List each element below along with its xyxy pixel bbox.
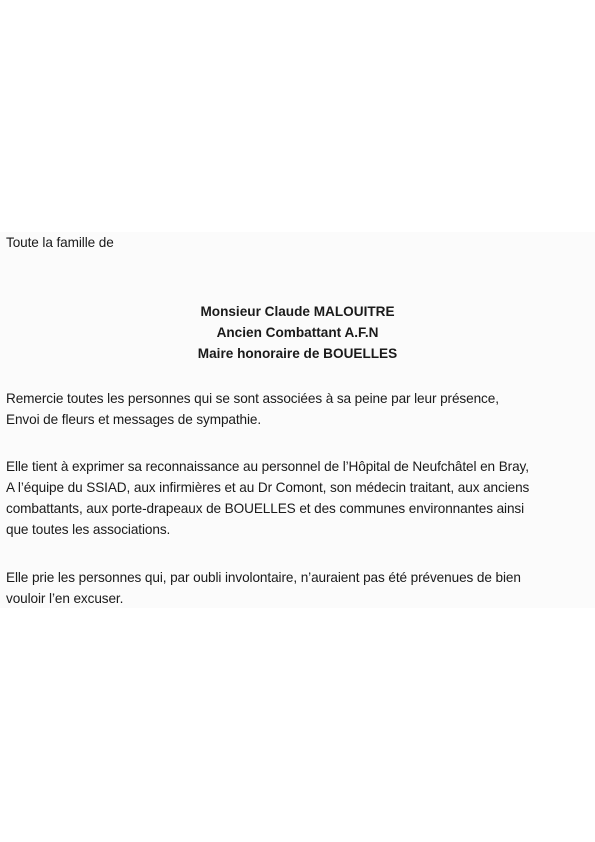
paragraph-thanks-line-2: Envoi de fleurs et messages de sympathie.	[6, 412, 262, 427]
paragraph-gratitude-line-4: que toutes les associations.	[6, 522, 171, 537]
deceased-name: Monsieur Claude MALOUITRE	[200, 304, 395, 319]
paragraph-thanks-line-1: Remercie toutes les personnes qui se sont associées à sa peine par leur présence,	[6, 391, 499, 406]
paragraph-apology-line-2: vouloir l’en excuser.	[6, 591, 124, 606]
intro-text: Toute la famille de	[6, 235, 114, 250]
paragraph-gratitude-line-2: A l’équipe du SSIAD, aux infirmières et au Dr Comont, son médecin traitant, aux anciens	[6, 480, 530, 495]
deceased-title-veteran: Ancien Combattant A.F.N	[216, 325, 379, 340]
paragraph-apology-line-1: Elle prie les personnes qui, par oubli involontaire, n’auraient pas été prévenues de bien	[6, 570, 521, 585]
deceased-title-mayor: Maire honoraire de BOUELLES	[197, 346, 398, 361]
paragraph-gratitude-line-1: Elle tient à exprimer sa reconnaissance au personnel de l’Hôpital de Neufchâtel en Bray,	[6, 459, 529, 474]
paragraph-gratitude-line-3: combattants, aux porte-drapeaux de BOUELLES et des communes environnantes ainsi	[6, 501, 525, 516]
